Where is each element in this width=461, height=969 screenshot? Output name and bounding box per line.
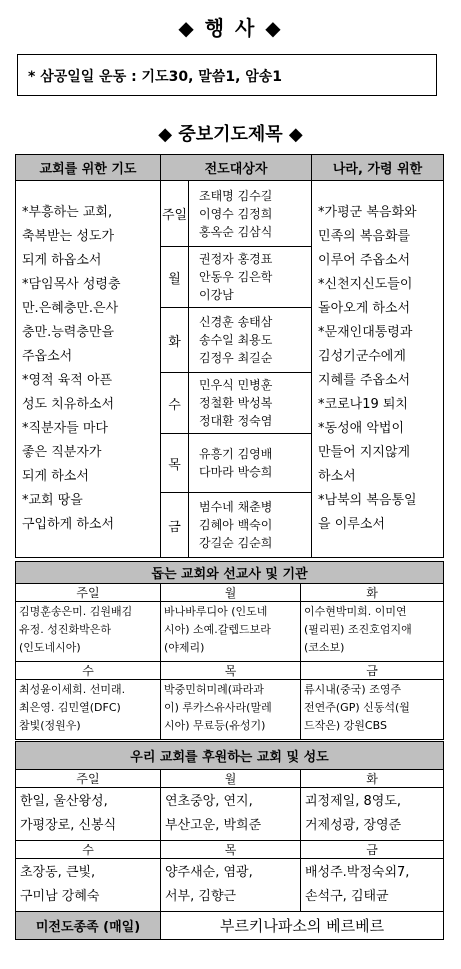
unreached-people-value: 부르키나파소의 베르베르 [161,912,444,940]
target-name-row: 송수일 최용도 [199,333,273,347]
target-day: 월 [161,247,189,308]
support-cell [301,859,444,912]
prayer-item: 되게 하소서 [22,469,89,484]
support-day: 목 [161,841,301,859]
prayer-item: *문재인대통령과 [318,325,413,340]
mission-table [15,561,444,740]
mission-cell [16,680,161,740]
events-heading: ◆ 행 사 ◆ [178,16,283,40]
target-name-row: 신경훈 송태삼 [199,315,273,329]
prayer-item: 좋은 직분자가 [22,445,102,460]
prayer-item: 만.은혜충만.은사 [22,301,119,316]
target-name-row: 정대환 정숙염 [199,414,273,428]
target-name-row: 김혜아 백숙이 [199,518,273,532]
target-names [189,493,312,558]
support-cell [16,859,161,912]
mission-line: 전연주(GP) 신동석(월 [304,701,410,714]
target-names [189,181,312,247]
support-line: 괴정제일, 8영도, [305,794,402,809]
mission-day: 화 [301,584,444,602]
header-nation: 나라, 가령 위한 [312,155,444,181]
support-line: 서부, 김향근 [165,889,237,904]
unreached-people-label: 미전도종족 (매일) [16,912,161,940]
mission-day: 금 [301,662,444,680]
support-line: 손석구, 김태균 [305,889,389,904]
target-name-row: 다마라 박승희 [199,465,273,479]
mission-day: 월 [161,584,301,602]
target-day: 주일 [161,181,189,247]
prayer-item: 민족의 복음화를 [318,229,411,244]
support-cell [301,788,444,841]
mission-line: 드작은) 강원CBS [304,719,387,732]
prayer-item: 지혜를 주옵소서 [318,373,411,388]
target-name-row: 홍옥순 김삼식 [199,224,273,239]
support-day: 금 [301,841,444,859]
mission-line: 최성윤이세희. 선미래. [19,683,126,696]
prayer-item: 만들어 지지않게 [318,445,411,460]
support-day: 화 [301,770,444,788]
prayer-item: *영적 육적 아픈 [22,373,113,388]
header-church: 교회를 위한 기도 [16,155,161,181]
target-day: 목 [161,434,189,493]
prayer-item: *신천지신도들이 [318,277,413,292]
target-day: 화 [161,308,189,373]
target-name-row: 유흥기 김영배 [199,447,273,461]
support-line: 거제성광, 장영준 [305,818,402,833]
prayer-item: 성도 치유하소서 [22,397,115,412]
target-name-row: 안동우 김은학 [199,270,273,284]
mission-line: 유정. 성진화박은하 [19,623,112,636]
header-targets: 전도대상자 [161,155,312,181]
prayer-item: 을 이루소서 [318,517,385,532]
mission-cell [161,680,301,740]
support-line: 배성주.박정숙외7, [305,865,410,880]
mission-line: 시아) 소예.갈렙드보라 [164,623,271,636]
support-line: 가평장로, 신봉식 [20,818,117,833]
mission-line: 시아) 무료등(유성기) [164,719,266,732]
support-cell [161,788,301,841]
events-text: * 삼공일일 운동 : 기도30, 말씀1, 암송1 [28,69,283,85]
prayer-item: *직분자들 마다 [22,421,108,436]
mission-line: (야제리) [164,641,205,654]
prayer-item: 돌아오게 하소서 [318,301,411,316]
mission-line: (코소보) [304,641,345,654]
target-name-row: 범수네 채춘병 [199,500,273,514]
prayer-item: *부흥하는 교회, [22,205,113,220]
mission-cell [301,680,444,740]
target-name-row: 권정자 홍경표 [199,252,273,266]
mission-line: 참빛(정원우) [19,719,81,732]
mission-line: 최은영. 김민열(DFC) [19,701,121,714]
target-names [189,434,312,493]
mission-line: 바나바루디아 (인도네 [164,605,268,618]
nation-prayer-list [312,181,444,558]
prayer-item: 주옵소서 [22,349,73,364]
target-day: 금 [161,493,189,558]
events-box [17,54,437,96]
mission-title: 돕는 교회와 선교사 및 기관 [16,562,444,584]
target-name-row: 조태명 김수길 [199,188,273,203]
support-title: 우리 교회를 후원하는 교회 및 성도 [16,742,444,770]
support-line: 부산고운, 박희준 [165,818,262,833]
mission-line: 류시내(중국) 조영주 [304,683,402,696]
mission-line: (인도네시아) [19,641,81,654]
mission-line: 박중민허미례(파라과 [164,683,264,696]
target-names [189,247,312,308]
support-line: 구미남 강혜숙 [20,889,100,904]
support-cell [161,859,301,912]
support-table [15,741,444,940]
prayer-item: 충만.능력충만을 [22,325,115,340]
prayer-item: 구입하게 하소서 [22,517,115,532]
prayer-item: *코로나19 퇴치 [318,397,408,412]
target-name-row: 이강남 [199,288,234,302]
support-line: 양주새순, 염광, [165,865,253,880]
mission-line: 이수현박미희. 이미연 [304,605,407,618]
prayer-item: 김성기군수에게 [318,349,406,364]
prayer-heading: ◆ 중보기도제목 ◆ [158,124,303,145]
mission-cell [16,602,161,662]
mission-line: 김명훈송은미. 김원배김 [19,605,133,618]
target-name-row: 민우식 민병훈 [199,378,273,392]
mission-cell [301,602,444,662]
mission-line: 이) 루카스유사라(말레 [164,701,272,714]
mission-day: 목 [161,662,301,680]
prayer-item: *동성애 악법이 [318,421,404,436]
prayer-item: 하소서 [318,469,356,484]
target-name-row: 이영수 김정희 [199,206,273,221]
target-name-row: 김정우 최길순 [199,351,273,365]
prayer-table [15,154,444,558]
support-line: 초장동, 큰빛, [20,865,96,880]
church-prayer-list [16,181,161,558]
mission-cell [161,602,301,662]
target-name-row: 강길순 김순희 [199,536,273,550]
prayer-item: 이루어 주옵소서 [318,253,411,268]
support-line: 한일, 울산왕성, [20,794,108,809]
prayer-item: *교회 땅을 [22,493,83,508]
mission-day: 주일 [16,584,161,602]
support-day: 월 [161,770,301,788]
prayer-item: *가평군 복음화와 [318,205,417,220]
prayer-item: *담임목사 성령충 [22,277,121,292]
prayer-item: 축복받는 성도가 [22,229,115,244]
target-names [189,373,312,434]
support-day: 수 [16,841,161,859]
target-name-row: 정철환 박성복 [199,396,273,410]
target-day: 수 [161,373,189,434]
prayer-item: 되게 하옵소서 [22,253,102,268]
support-day: 주일 [16,770,161,788]
mission-day: 수 [16,662,161,680]
mission-line: (필리핀) 조진호엄지애 [304,623,412,636]
target-names [189,308,312,373]
support-cell [16,788,161,841]
support-line: 연초중앙, 연지, [165,794,253,809]
prayer-item: *남북의 복음통일 [318,493,417,508]
